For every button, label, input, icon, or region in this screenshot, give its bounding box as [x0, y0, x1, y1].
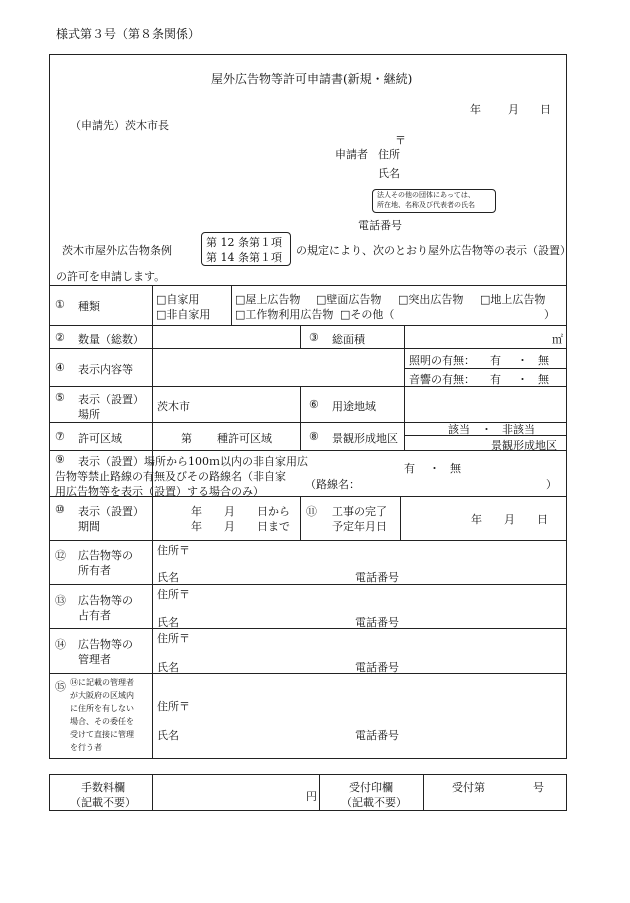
permit-zone-suffix: 種許可区域: [217, 432, 272, 445]
row15-label-line1: ⑭に記載の管理者: [70, 678, 134, 687]
owner-phone-label: 電話番号: [355, 571, 399, 584]
row15-number: ⑮: [55, 680, 66, 693]
row15-label-line5: 受けて直接に管理: [70, 730, 134, 739]
manager-phone-label: 電話番号: [355, 661, 399, 674]
row3-label: 総面積: [332, 333, 365, 346]
stamp-label: 受付印欄: [349, 781, 393, 794]
checkbox-other[interactable]: □その他（: [340, 308, 395, 321]
owner-address-label: 住所〒: [157, 544, 190, 557]
row9-label-line3: 用広告物等を表示（設置）する場合のみ）: [55, 485, 264, 498]
row3-number: ③: [309, 331, 319, 344]
completion-date: 年 月 日: [471, 513, 548, 526]
applicant-address-label: 住所: [378, 148, 400, 161]
occupant-address-label: 住所〒: [157, 588, 190, 601]
fee-yen: 円: [306, 790, 317, 803]
sound-dot: ・: [517, 373, 528, 386]
row10-number: ⑩: [55, 503, 65, 516]
manager-name-label: 氏名: [157, 661, 179, 674]
row11-label-line2: 予定年月日: [332, 520, 387, 533]
occupant-phone-label: 電話番号: [355, 616, 399, 629]
other-close-paren: ）: [544, 308, 555, 321]
route-name-label: （路線名：: [305, 478, 360, 491]
row7-label: 許可区域: [78, 432, 122, 445]
addressee: （申請先）茨木市長: [70, 119, 169, 132]
stamp-note: （記載不要）: [341, 796, 407, 809]
row5-number: ⑤: [55, 391, 65, 404]
applicant-label: 申請者: [335, 148, 368, 161]
row5-label-line2: 場所: [78, 408, 100, 421]
row14-label-line1: 広告物等の: [78, 638, 133, 651]
row1-label: 種類: [78, 300, 100, 313]
owner-name-label: 氏名: [157, 571, 179, 584]
row8-label: 景観形成地区: [332, 432, 398, 445]
checkbox-ground[interactable]: □地上広告物: [480, 293, 546, 306]
row2-label: 数量（総数）: [78, 333, 144, 346]
date-year: 年: [470, 103, 481, 116]
row12-label-line2: 所有者: [78, 564, 111, 577]
receipt-number-suffix: 号: [533, 781, 544, 794]
row15-label-line4: 場合、その委任を: [70, 717, 134, 726]
date-day: 日: [540, 103, 551, 116]
checkbox-structure[interactable]: □工作物利用広告物: [235, 308, 334, 321]
landscape-applicable[interactable]: 該当: [448, 423, 470, 436]
form-title: 屋外広告物等許可申請書(新規・継続): [211, 72, 413, 86]
row11-label-line1: 工事の完了: [332, 505, 387, 518]
lighting-dot: ・: [517, 354, 528, 367]
regulation-lead: 茨木市屋外広告物条例: [62, 244, 172, 257]
landscape-not-applicable[interactable]: 非該当: [502, 423, 535, 436]
sound-label: 音響の有無：: [409, 373, 475, 386]
row9-number: ⑨: [55, 453, 65, 466]
route-close-paren: ）: [546, 478, 557, 491]
corporate-note-line1: 法人その他の団体にあっては、: [377, 191, 475, 199]
agent-address-label: 住所〒: [157, 700, 190, 713]
regulation-tail: の規定により、次のとおり屋外広告物等の表示（設置）: [296, 244, 571, 257]
row1-number: ①: [55, 298, 65, 311]
landscape-district-name: 景観形成地区: [491, 439, 557, 452]
row14-label-line2: 管理者: [78, 653, 111, 666]
receipt-label: 受付第: [452, 781, 485, 794]
row11-number: ⑪: [306, 505, 317, 518]
row15-label-line2: が大阪府の区域内: [70, 691, 134, 700]
landscape-dot: ・: [481, 423, 492, 436]
row4-number: ④: [55, 361, 65, 374]
checkbox-self-use[interactable]: □自家用: [156, 293, 200, 306]
row13-number: ⑬: [55, 594, 66, 607]
row6-label: 用途地域: [332, 400, 376, 413]
location-city: 茨木市: [157, 400, 190, 413]
applicant-phone-label: 電話番号: [358, 219, 402, 232]
lighting-yes[interactable]: 有: [490, 354, 501, 367]
lighting-no[interactable]: 無: [538, 354, 549, 367]
route-dot: ・: [429, 462, 440, 475]
sound-no[interactable]: 無: [538, 373, 549, 386]
row14-number: ⑭: [55, 638, 66, 651]
row7-number: ⑦: [55, 430, 65, 443]
row10-label-line2: 期間: [78, 520, 100, 533]
checkbox-non-self-use[interactable]: □非自家用: [156, 308, 211, 321]
agent-name-label: 氏名: [157, 729, 179, 742]
row13-label-line1: 広告物等の: [78, 594, 133, 607]
sound-yes[interactable]: 有: [490, 373, 501, 386]
article-14: 第 14 条第１項: [206, 251, 282, 264]
row13-label-line2: 占有者: [78, 609, 111, 622]
fee-note: （記載不要）: [70, 796, 136, 809]
regulation-tail2: の許可を申請します。: [56, 270, 166, 283]
date-month: 月: [508, 103, 519, 116]
applicant-postal: 〒: [395, 134, 406, 147]
route-no[interactable]: 無: [450, 462, 461, 475]
row2-number: ②: [55, 331, 65, 344]
route-yes[interactable]: 有: [404, 462, 415, 475]
agent-phone-label: 電話番号: [355, 729, 399, 742]
checkbox-wall[interactable]: □壁面広告物: [316, 293, 382, 306]
corporate-note-line2: 所在地、名称及び代表者の氏名: [377, 201, 475, 209]
period-from: 年 月 日から: [191, 505, 290, 518]
row12-number: ⑫: [55, 549, 66, 562]
row6-number: ⑥: [309, 398, 319, 411]
permit-zone-prefix: 第: [181, 432, 192, 445]
row4-label: 表示内容等: [78, 363, 133, 376]
row12-label-line1: 広告物等の: [78, 549, 133, 562]
area-unit: ㎡: [552, 333, 563, 346]
row5-label-line1: 表示（設置）: [78, 393, 144, 406]
applicant-name-label: 氏名: [378, 167, 400, 180]
form-number: 様式第３号（第８条関係）: [56, 27, 201, 41]
checkbox-projecting[interactable]: □突出広告物: [398, 293, 464, 306]
row9-label-line1: 表示（設置）場所から100ｍ以内の非自家用広: [78, 455, 308, 468]
row8-number: ⑧: [309, 430, 319, 443]
row10-label-line1: 表示（設置）: [78, 505, 144, 518]
article-12: 第 12 条第１項: [206, 236, 282, 249]
row15-label-line3: に住所を有しない: [70, 704, 134, 713]
checkbox-rooftop[interactable]: □屋上広告物: [235, 293, 301, 306]
lighting-label: 照明の有無：: [409, 354, 475, 367]
period-to: 年 月 日まで: [191, 520, 290, 533]
row9-label-line2: 告物等禁止路線の有無及びその路線名（非自家: [55, 470, 286, 483]
manager-address-label: 住所〒: [157, 632, 190, 645]
occupant-name-label: 氏名: [157, 616, 179, 629]
fee-label: 手数料欄: [81, 781, 125, 794]
row15-label-line6: を行う者: [70, 743, 102, 752]
